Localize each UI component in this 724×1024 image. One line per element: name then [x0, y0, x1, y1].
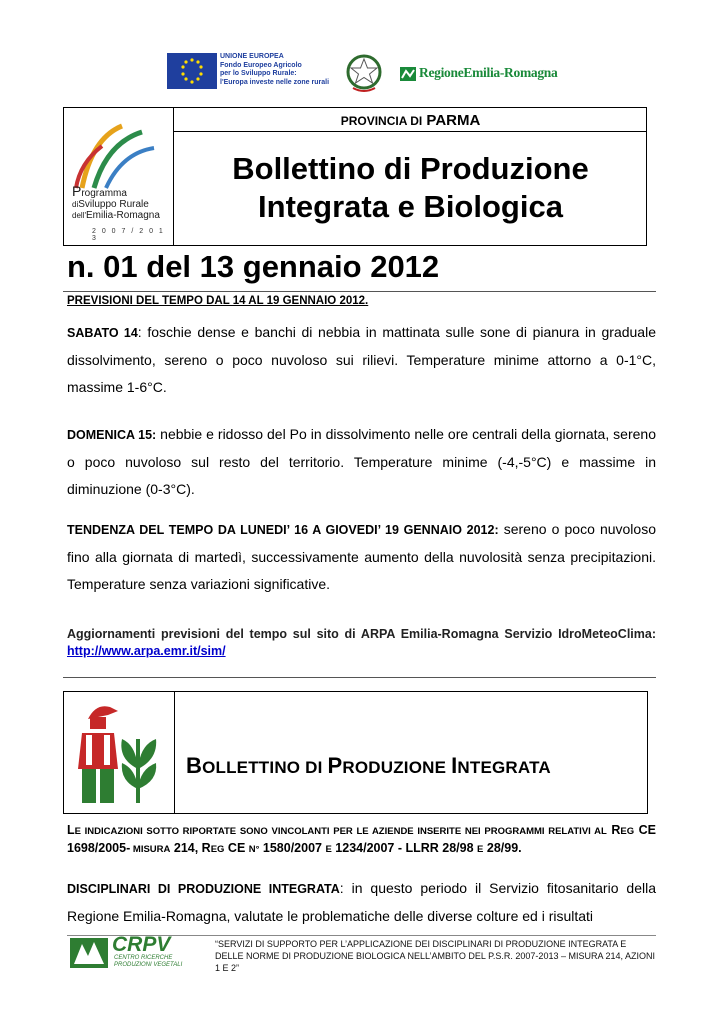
binding-notes: LE INDICAZIONI SOTTO RIPORTATE SONO VINCOLANTI PER LE AZIENDE INSERITE NEI PROGRAMMI RELATIVI AL REG CE 1698/2005- MISURA 214, REG CE N° 1580/2007 E 1234/2007 - LLRR 28/98 E 28/99.	[67, 823, 657, 855]
integrated-production-divider	[174, 691, 175, 814]
issue-rule	[63, 291, 656, 292]
regione-logo	[400, 66, 560, 82]
eu-fund-caption: UNIONE EUROPEA Fondo Europeo Agricolo per lo Sviluppo Rurale: l'Europa investe nelle zone rurali	[220, 53, 330, 86]
italian-republic-emblem-icon	[345, 52, 383, 94]
psr-years: 2 0 0 7 / 2 0 1 3	[92, 228, 165, 242]
section-rule	[63, 677, 656, 678]
psr-swirl-icon	[72, 118, 164, 190]
crpv-name: CRPV	[112, 933, 171, 956]
integrated-production-title: BOLLETTINO DI PRODUZIONE INTEGRATA	[186, 753, 551, 778]
forecast-saturday: SABATO 14: foschie dense e banchi di nebbia in mattinata sulle sone di pianura in graduale dissolvimento, sereno o poco nuvoloso sui rilievi. Temperature minime attorno a 0-1°C, massime 1-6°C.	[67, 324, 656, 395]
arpa-link[interactable]: http://www.arpa.emr.it/sim/	[67, 644, 226, 658]
provincia-heading: PROVINCIA DI PARMA	[340, 112, 481, 129]
crpv-subtitle: CENTRO RICERCHE PRODUZIONI VEGETALI	[114, 955, 183, 968]
forecast-sunday: DOMENICA 15: nebbie e ridosso del Po in dissolvimento nelle ore centrali della giornata, sereno o poco nuvoloso sul resto del territorio. Temperature minime (-4,-5°C) e massime in diminuzione (0-3°C).	[67, 426, 656, 497]
arpa-update: Aggiornamenti previsioni del tempo sul sito di ARPA Emilia-Romagna Servizio IdroMeteoClima: http://www.arpa.emr.it/sim/	[67, 627, 656, 658]
psr-logo-text: Programma diSviluppo Rurale dell'Emilia-Romagna	[72, 183, 160, 221]
footer-note: “SERVIZI DI SUPPORTO PER L’APPLICAZIONE DEI DISCIPLINARI DI PRODUZIONE INTEGRATA E DELLE NORME DI PRODUZIONE BIOLOGICA NELL’AMBITO DEL P.S.R. 2007-2013 – MISURA 214, AZIONI 1 E 2”	[215, 939, 655, 973]
eu-flag-icon	[167, 53, 217, 89]
regione-mark-icon	[400, 67, 416, 81]
crpv-mark-icon	[70, 938, 110, 968]
crpv-logo	[70, 933, 210, 970]
farmer-plant-icon	[78, 699, 160, 807]
forecast-trend: TENDENZA DEL TEMPO DA LUNEDI’ 16 A GIOVEDI’ 19 GENNAIO 2012: sereno o poco nuvoloso fino alla giornata di martedì, successivamente aumento della nuvolosità senza precipitazioni. Temperature senza variazioni significative.	[67, 521, 656, 592]
issue-number: n. 01 del 13 gennaio 2012	[67, 249, 440, 284]
forecast-title: PREVISIONI DEL TEMPO DAL 14 AL 19 GENNAIO 2012.	[67, 295, 369, 307]
bulletin-title: Bollettino di Produzione Integrata e Biologica	[232, 151, 589, 224]
disciplinari-paragraph: DISCIPLINARI DI PRODUZIONE INTEGRATA: in questo periodo il Servizio fitosanitario della Regione Emilia-Romagna, valutate le problematiche delle diverse colture ed i risultati	[67, 880, 657, 924]
header-divider	[174, 131, 647, 132]
regione-name: RegioneEmilia-Romagna	[419, 65, 558, 80]
